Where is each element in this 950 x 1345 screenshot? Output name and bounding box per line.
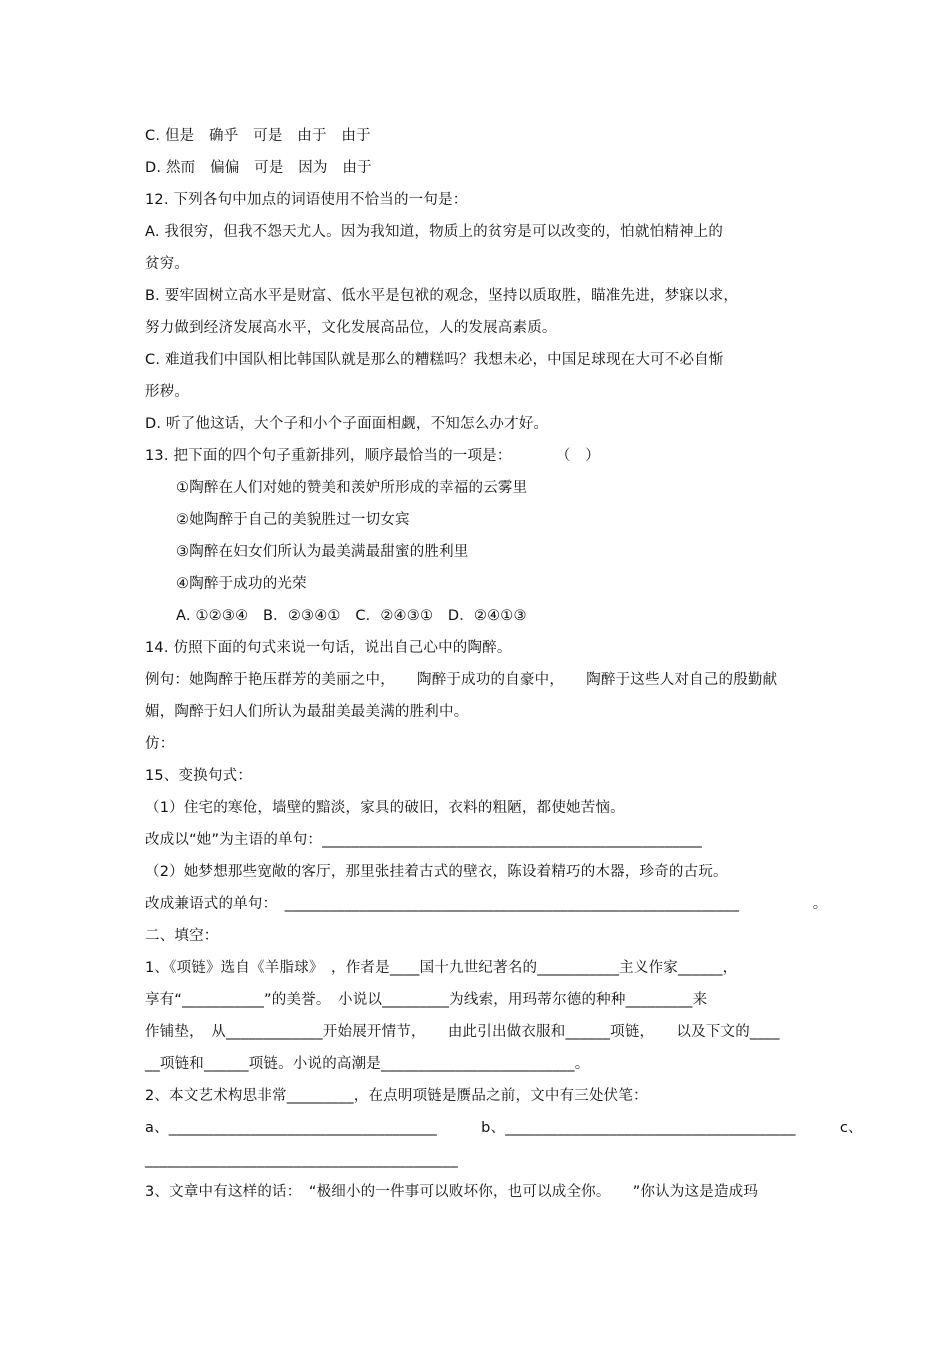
- q13-sentence-1: ①陶醉在人们对她的赞美和羡妒所形成的幸福的云雾里: [176, 480, 528, 496]
- fill-2-blanks-abc: a、____________________________________ b、_______________________________________ c、: [145, 1120, 863, 1136]
- fill-1-line-1: 1、《项链》选自《羊脂球》 ，作者是____国十九世纪著名的___________主义作家______，: [145, 960, 738, 976]
- fill-2-blank-c: __________________________________________: [145, 1152, 458, 1168]
- q12-option-a: A. 我很穷，但我不怨天尤人。因为我知道，物质上的贫穷是可以改变的，怕就怕精神上的: [145, 224, 724, 240]
- q15-item-1-answer: 改成以“她”为主语的单句：___________________________________________________: [145, 832, 703, 848]
- q15-item-1: （1）住宅的寒伧，墙壁的黯淡，家具的破旧，衣料的粗陋，都使她苦恼。: [145, 800, 625, 816]
- q13-sentence-2: ②她陶醉于自己的美貌胜过一切女宾: [176, 512, 410, 528]
- question-13: 13. 把下面的四个句子重新排列，顺序最恰当的一项是： （ ）: [145, 448, 600, 464]
- q14-imitate: 仿：: [145, 736, 175, 752]
- q14-example-cont: 媚，陶醉于妇人们所认为最甜美最美满的胜利中。: [145, 704, 469, 720]
- q12-option-a-cont: 贫穷。: [145, 256, 190, 272]
- q13-sentence-3: ③陶醉在妇女们所认为最美满最甜蜜的胜利里: [176, 544, 469, 560]
- q13-sentence-4: ④陶醉于成功的光荣: [176, 576, 307, 592]
- option-c-line: C. 但是 确乎 可是 由于 由于: [145, 128, 371, 144]
- fill-3-line-1: 3、文章中有这样的话： “极细小的一件事可以败坏你，也可以成全你。 ”你认为这是造成玛: [145, 1184, 759, 1200]
- question-15: 15、变换句式：: [145, 768, 253, 784]
- fill-1-line-3: 作铺垫， 从_____________开始展开情节， 由此引出做衣服和______项链， 以及下文的____: [145, 1024, 780, 1040]
- fill-1-line-2: 享有“___________”的美誉。 小说以_________为线索，用玛蒂尔德的种种_________来: [145, 992, 708, 1008]
- q15-item-2: （2）她梦想那些宽敞的客厅，那里张挂着古式的壁衣，陈设着精巧的木器，珍奇的古玩。: [145, 864, 728, 880]
- fill-2-line-1: 2、本文艺术构思非常_________，在点明项链是赝品之前，文中有三处伏笔：: [145, 1088, 648, 1104]
- section-fill-blank: 二、填空：: [145, 928, 219, 944]
- question-14: 14. 仿照下面的句式来说一句话，说出自己心中的陶醉。: [145, 640, 512, 656]
- q12-option-d: D. 听了他这话，大个子和小个子面面相觑，不知怎么办才好。: [145, 416, 549, 432]
- fill-1-line-4: __项链和______项链。小说的高潮是__________________________。: [145, 1056, 590, 1072]
- q15-item-2-answer: 改成兼语式的单句： _____________________________________________________________ 。: [145, 896, 828, 912]
- question-12: 12. 下列各句中加点的词语使用不恰当的一句是：: [145, 192, 468, 208]
- option-d-line: D. 然而 偏偏 可是 因为 由于: [145, 160, 372, 176]
- q13-options: A. ①②③④ B．②③④① C．②④③① D．②④①③: [176, 608, 527, 624]
- q12-option-b-cont: 努力做到经济发展高水平，文化发展高品位，人的发展高素质。: [145, 320, 557, 336]
- q12-option-c: C. 难道我们中国队相比韩国队就是那么的糟糕吗？我想未必，中国足球现在大可不必自惭: [145, 352, 724, 368]
- q12-option-c-cont: 形秽。: [145, 384, 190, 400]
- q12-option-b: B. 要牢固树立高水平是财富、低水平是包袱的观念，坚持以质取胜，瞄准先进，梦寐以求，: [145, 288, 739, 304]
- q14-example: 例句：她陶醉于艳压群芳的美丽之中， 陶醉于成功的自豪中， 陶醉于这些人对自己的殷勤献: [145, 672, 778, 688]
